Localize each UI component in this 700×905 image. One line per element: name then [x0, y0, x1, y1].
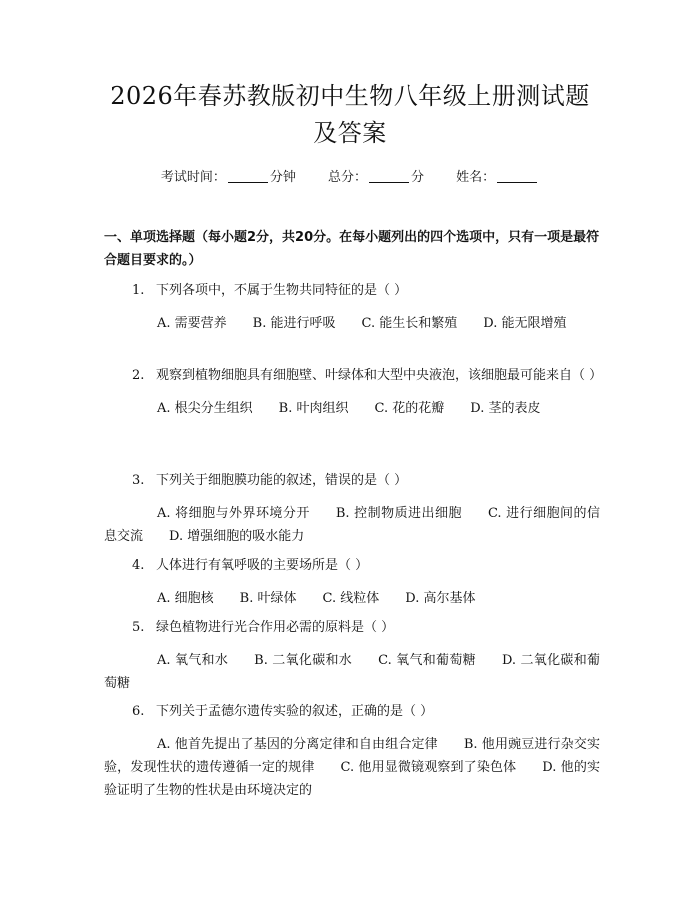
- question-text: 下列各项中，不属于生物共同特征的是（ ）: [156, 283, 408, 298]
- score-field: [328, 168, 424, 188]
- option-d: D. 增强细胞的吸水能力: [169, 529, 305, 544]
- option-b: B. 二氧化碳和水: [254, 653, 353, 668]
- name-blank: [497, 169, 537, 183]
- name-field: [456, 168, 539, 188]
- question-6: [104, 700, 600, 802]
- option-b: B. 他用豌豆进行杂交实验，发现性状的遗传遵循一定的规律: [104, 737, 601, 775]
- title-line-2: 及答案: [313, 119, 387, 147]
- option-a: A. 他首先提出了基因的分离定律和自由组合定律: [157, 737, 438, 752]
- question-options: [104, 649, 600, 695]
- question-options: [104, 587, 600, 610]
- question-text: 下列关于孟德尔遗传实验的叙述，正确的是（ ）: [156, 704, 434, 719]
- time-label: 考试时间：: [160, 170, 226, 185]
- exam-info-line: [0, 168, 700, 188]
- option-d: D. 他的实验证明了生物的性状是由环境决定的: [104, 760, 600, 798]
- option-c: C. 他用显微镜观察到了染色体: [340, 760, 517, 775]
- question-stem: [104, 616, 600, 639]
- question-number: 2.: [132, 368, 145, 383]
- option-b: B. 能进行呼吸: [252, 316, 336, 331]
- question-number: 5.: [132, 620, 145, 635]
- option-a: A. 细胞核: [157, 591, 214, 606]
- option-c: C. 进行细胞间的信息交流: [104, 506, 600, 544]
- option-b: B. 叶绿体: [239, 591, 297, 606]
- option-d: D. 二氧化碳和葡萄糖: [104, 653, 601, 691]
- score-blank: [369, 169, 409, 183]
- option-d: D. 能无限增殖: [483, 316, 567, 331]
- question-text: 人体进行有氧呼吸的主要场所是（ ）: [156, 558, 369, 573]
- question-stem: [104, 469, 600, 492]
- score-label: 总分：: [327, 170, 367, 185]
- option-c: C. 花的花瓣: [374, 401, 445, 416]
- question-1: [104, 279, 600, 335]
- time-unit: 分钟: [269, 170, 296, 185]
- option-a: A. 需要营养: [157, 316, 227, 331]
- section-heading: 一、单项选择题（每小题2分，共20分。在每小题列出的四个选项中，只有一项是最符合题目要求的。）: [104, 230, 600, 268]
- option-b: B. 叶肉组织: [278, 401, 349, 416]
- question-number: 3.: [132, 473, 145, 488]
- question-options: [104, 312, 600, 335]
- time-blank: [228, 169, 268, 183]
- question-options: [104, 733, 600, 802]
- time-field: [161, 168, 296, 188]
- question-number: 6.: [132, 704, 145, 719]
- question-text: 下列关于细胞膜功能的叙述，错误的是（ ）: [156, 473, 408, 488]
- option-a: A. 将细胞与外界环境分开: [157, 506, 310, 521]
- option-b: B. 控制物质进出细胞: [335, 506, 462, 521]
- option-c: C. 线粒体: [322, 591, 380, 606]
- question-number: 1.: [132, 283, 145, 298]
- question-options: [104, 502, 600, 548]
- question-3: [104, 469, 600, 548]
- question-text: 观察到植物细胞具有细胞壁、叶绿体和大型中央液泡，该细胞最可能来自（ ）: [156, 368, 603, 383]
- score-unit: 分: [411, 170, 425, 185]
- option-d: D. 高尔基体: [405, 591, 476, 606]
- question-stem: [104, 554, 600, 577]
- option-d: D. 茎的表皮: [470, 401, 541, 416]
- option-a: A. 氧气和水: [157, 653, 229, 668]
- question-stem: [104, 364, 603, 387]
- question-5: [104, 616, 600, 695]
- question-2: [104, 364, 603, 420]
- question-stem: [104, 700, 600, 723]
- title-line-1: 2026年春苏教版初中生物八年级上册测试题: [110, 82, 590, 110]
- name-label: 姓名：: [456, 170, 496, 185]
- question-number: 4.: [132, 558, 145, 573]
- question-options: [104, 397, 600, 420]
- option-c: C. 能生长和繁殖: [361, 316, 458, 331]
- option-a: A. 根尖分生组织: [157, 401, 253, 416]
- option-c: C. 氧气和葡萄糖: [378, 653, 476, 668]
- exam-title: [60, 78, 640, 152]
- question-text: 绿色植物进行光合作用必需的原料是（ ）: [156, 620, 395, 635]
- question-stem: [104, 279, 600, 302]
- question-4: [104, 554, 600, 610]
